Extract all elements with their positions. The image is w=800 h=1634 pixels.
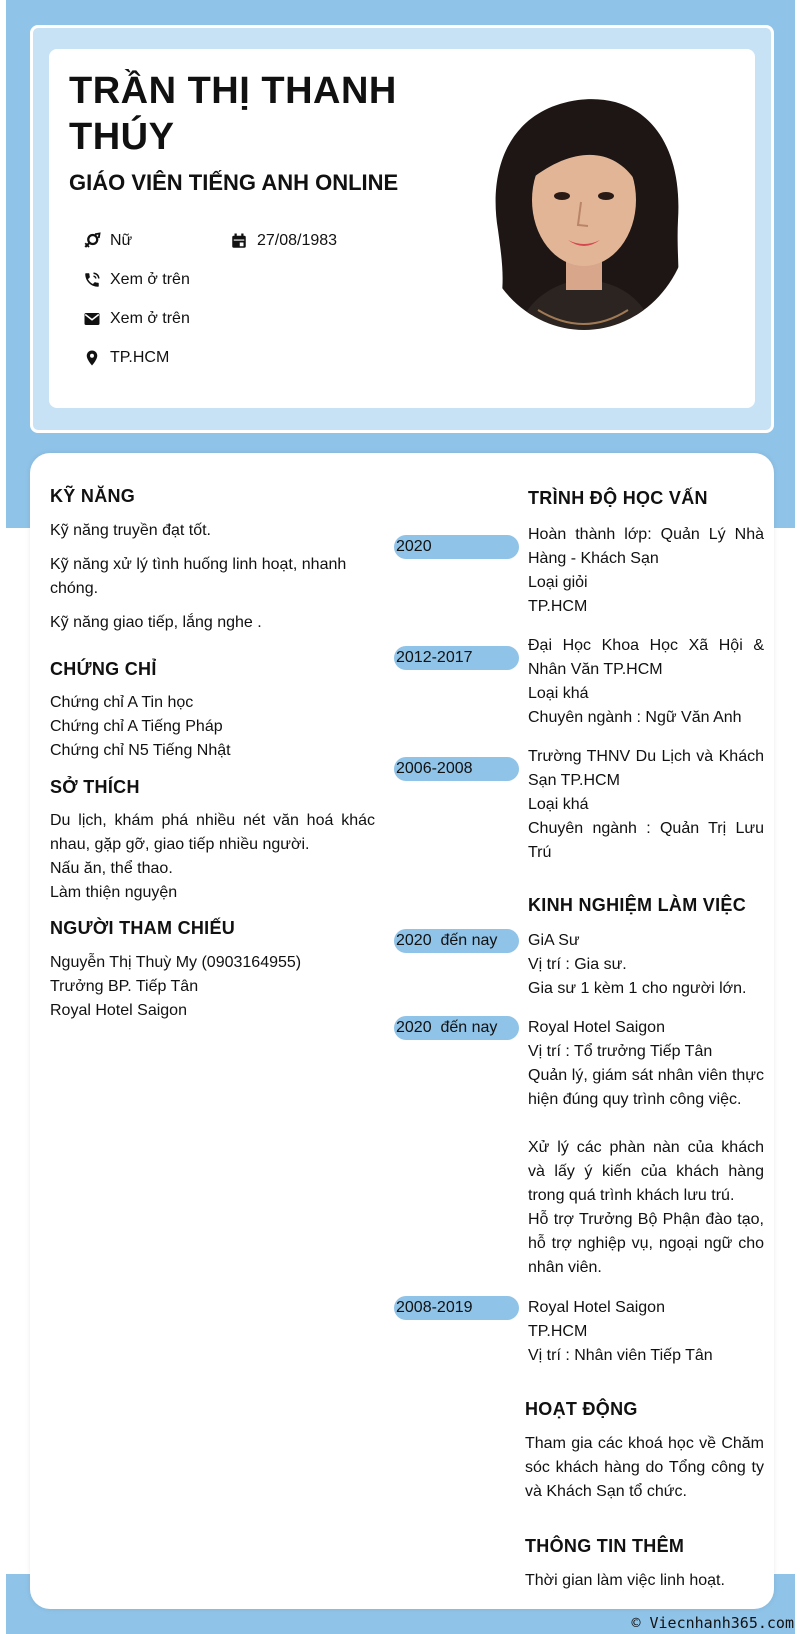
experience-detail: Vị trí : Tổ trưởng Tiếp Tân: [528, 1043, 713, 1060]
education-detail: Chuyên ngành : Quản Trị Lưu Trú: [528, 820, 764, 861]
education-detail: Chuyên ngành : Ngữ Văn Anh: [528, 709, 742, 726]
references-title: NGƯỜI THAM CHIẾU: [50, 918, 236, 938]
education-period: 2006-2008: [394, 757, 519, 781]
calendar-icon: [229, 231, 249, 251]
experience-detail: Vị trí : Gia sư.: [528, 956, 627, 973]
hobby-item: Du lịch, khám phá nhiều nét văn hoá khác nhau, gặp gỡ, giao tiếp nhiều người.: [50, 812, 375, 853]
experience-period: 2020 đến nay: [394, 1016, 519, 1040]
education-title: TRÌNH ĐỘ HỌC VẤN: [528, 488, 708, 508]
birthdate-info: [229, 231, 337, 251]
education-period: 2020: [394, 535, 519, 559]
certificate-item: Chứng chỉ A Tiếng Pháp: [50, 718, 223, 735]
skill-item: Kỹ năng giao tiếp, lắng nghe .: [50, 614, 262, 631]
gender-info: [82, 231, 132, 251]
experience-period: 2008-2019: [394, 1296, 519, 1320]
birthdate-value: 27/08/1983: [257, 232, 338, 249]
certificates-title: CHỨNG CHỈ: [50, 659, 157, 679]
hobby-item: Nấu ăn, thể thao.: [50, 860, 173, 877]
education-detail: Loại giỏi: [528, 574, 588, 591]
footer-copyright: © Viecnhanh365.com: [631, 1614, 794, 1632]
certificate-item: Chứng chỉ A Tin học: [50, 694, 194, 711]
skill-item: Kỹ năng xử lý tình huống linh hoạt, nhanh chóng.: [50, 556, 347, 597]
candidate-name: TRẦN THỊ THANH THÚY: [69, 70, 397, 158]
experience-detail: Vị trí : Nhân viên Tiếp Tân: [528, 1347, 713, 1364]
reference-item: Trưởng BP. Tiếp Tân: [50, 978, 199, 995]
education-period: 2012-2017: [394, 646, 519, 670]
skills-title: KỸ NĂNG: [50, 486, 136, 506]
hobby-item: Làm thiện nguyện: [50, 884, 178, 901]
location-info: [82, 348, 169, 368]
education-detail: Đại Học Khoa Học Xã Hội & Nhân Văn TP.HCM: [528, 637, 764, 678]
experience-detail: Hỗ trợ Trưởng Bộ Phận đào tạo, hỗ trợ nghiệp vụ, ngoại ngữ cho nhân viên.: [528, 1211, 764, 1276]
job-title: GIÁO VIÊN TIẾNG ANH ONLINE: [69, 170, 399, 195]
email-info: [82, 309, 190, 329]
education-detail: Loại khá: [528, 796, 589, 813]
hobbies-title: SỞ THÍCH: [50, 777, 140, 797]
map-pin-icon: [82, 348, 102, 368]
activities-text: Tham gia các khoá học về Chăm sóc khách hàng do Tổng công ty và Khách Sạn tổ chức.: [525, 1435, 764, 1500]
certificate-item: Chứng chỉ N5 Tiếng Nhật: [50, 742, 231, 759]
gender-icon: [82, 231, 102, 251]
education-detail: Trường THNV Du Lịch và Khách Sạn TP.HCM: [528, 748, 764, 789]
experience-detail: GiA Sư: [528, 932, 580, 949]
experience-detail: Royal Hotel Saigon: [528, 1019, 665, 1036]
experience-detail: Royal Hotel Saigon: [528, 1299, 665, 1316]
envelope-icon: [82, 309, 102, 329]
experience-detail: Xử lý các phàn nàn của khách và lấy ý kiến của khách hàng trong quá trình khách lưu trú.: [528, 1139, 764, 1204]
activities-title: HOẠT ĐỘNG: [525, 1399, 638, 1419]
education-detail: Hoàn thành lớp: Quản Lý Nhà Hàng - Khách Sạn: [528, 526, 764, 567]
additional-info-title: THÔNG TIN THÊM: [525, 1536, 685, 1556]
reference-item: Nguyễn Thị Thuỳ My (0903164955): [50, 954, 302, 971]
experience-detail: Quản lý, giám sát nhân viên thực hiện đúng quy trình công việc.: [528, 1067, 764, 1108]
gender-value: Nữ: [110, 232, 133, 249]
experience-title: KINH NGHIỆM LÀM VIỆC: [528, 895, 747, 915]
skill-item: Kỹ năng truyền đạt tốt.: [50, 522, 211, 539]
experience-detail: Gia sư 1 kèm 1 cho người lớn.: [528, 980, 747, 997]
experience-period: 2020 đến nay: [394, 929, 519, 953]
education-detail: TP.HCM: [528, 598, 588, 615]
profile-photo: [478, 80, 690, 330]
phone-value: Xem ở trên: [110, 271, 190, 288]
education-detail: Loại khá: [528, 685, 589, 702]
experience-detail: TP.HCM: [528, 1323, 588, 1340]
phone-icon: [82, 270, 102, 290]
additional-info-text: Thời gian làm việc linh hoạt.: [525, 1572, 725, 1589]
reference-item: Royal Hotel Saigon: [50, 1002, 187, 1019]
location-value: TP.HCM: [110, 349, 170, 366]
email-value: Xem ở trên: [110, 310, 190, 327]
phone-info: [82, 270, 190, 290]
